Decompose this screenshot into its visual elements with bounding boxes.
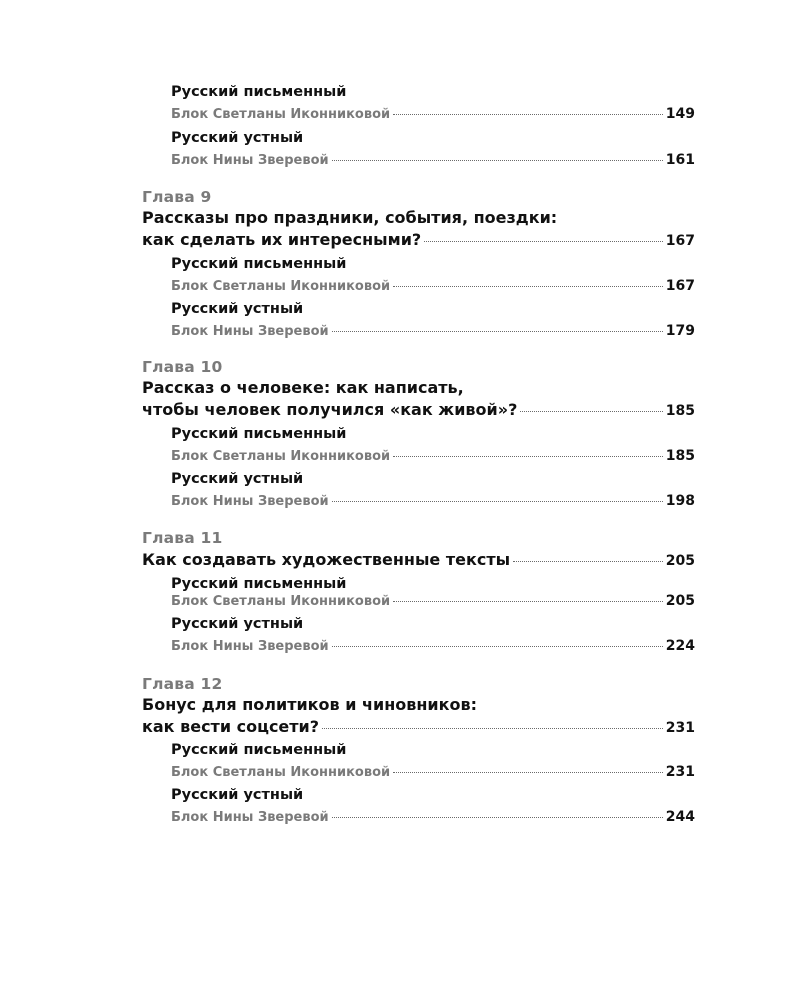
chapter-title: Как создавать художественные тексты bbox=[142, 550, 511, 569]
page-number: 185 bbox=[665, 403, 695, 419]
chapter-entry[interactable] bbox=[142, 400, 695, 419]
page-number: 231 bbox=[665, 764, 695, 780]
section-title: Русский устный bbox=[171, 301, 304, 317]
chapter-label: Глава 10 bbox=[142, 358, 223, 376]
chapter-entry[interactable] bbox=[142, 230, 695, 249]
section-title: Русский устный bbox=[171, 130, 304, 146]
toc-entry[interactable] bbox=[171, 764, 695, 780]
section-author: Блок Нины Зверевой bbox=[171, 639, 329, 654]
toc-entry[interactable] bbox=[171, 493, 695, 509]
dot-leader bbox=[513, 561, 663, 562]
page-number: 167 bbox=[665, 233, 695, 249]
section-title: Русский устный bbox=[171, 787, 304, 803]
section-title: Русский письменный bbox=[171, 576, 347, 592]
page-number: 179 bbox=[665, 323, 695, 339]
dot-leader bbox=[332, 331, 663, 332]
toc-entry[interactable] bbox=[171, 152, 695, 168]
dot-leader bbox=[332, 501, 663, 502]
page-number: 231 bbox=[665, 720, 695, 736]
section-author: Блок Нины Зверевой bbox=[171, 153, 329, 168]
dot-leader bbox=[332, 160, 663, 161]
dot-leader bbox=[393, 772, 663, 773]
chapter-label: Глава 12 bbox=[142, 675, 223, 693]
chapter-title: Бонус для политиков и чиновников: bbox=[142, 695, 478, 714]
chapter-title: как вести соцсети? bbox=[142, 717, 320, 736]
section-author: Блок Светланы Иконниковой bbox=[171, 449, 391, 464]
chapter-label: Глава 11 bbox=[142, 529, 223, 547]
toc-entry[interactable] bbox=[171, 593, 695, 609]
dot-leader bbox=[332, 646, 663, 647]
page-number: 224 bbox=[665, 638, 695, 654]
page-number: 198 bbox=[665, 493, 695, 509]
chapter-entry[interactable] bbox=[142, 717, 695, 736]
section-author: Блок Светланы Иконниковой bbox=[171, 594, 391, 609]
page-number: 185 bbox=[665, 448, 695, 464]
dot-leader bbox=[393, 114, 663, 115]
page-number: 244 bbox=[665, 809, 695, 825]
dot-leader bbox=[322, 728, 663, 729]
dot-leader bbox=[332, 817, 663, 818]
dot-leader bbox=[520, 411, 662, 412]
section-author: Блок Нины Зверевой bbox=[171, 810, 329, 825]
toc-entry[interactable] bbox=[171, 323, 695, 339]
section-title: Русский письменный bbox=[171, 426, 347, 442]
section-title: Русский устный bbox=[171, 616, 304, 632]
toc-entry[interactable] bbox=[171, 278, 695, 294]
toc-entry[interactable] bbox=[171, 809, 695, 825]
toc-entry[interactable] bbox=[171, 638, 695, 654]
page-number: 161 bbox=[665, 152, 695, 168]
section-author: Блок Нины Зверевой bbox=[171, 494, 329, 509]
section-author: Блок Светланы Иконниковой bbox=[171, 765, 391, 780]
page-number: 149 bbox=[665, 106, 695, 122]
section-author: Блок Светланы Иконниковой bbox=[171, 107, 391, 122]
section-author: Блок Нины Зверевой bbox=[171, 324, 329, 339]
toc-entry[interactable] bbox=[171, 106, 695, 122]
dot-leader bbox=[393, 456, 663, 457]
section-title: Русский письменный bbox=[171, 84, 347, 100]
chapter-title: Рассказы про праздники, события, поездки: bbox=[142, 208, 558, 227]
chapter-title: как сделать их интересными? bbox=[142, 230, 422, 249]
page-number: 167 bbox=[665, 278, 695, 294]
section-title: Русский письменный bbox=[171, 742, 347, 758]
section-title: Русский письменный bbox=[171, 256, 347, 272]
page-number: 205 bbox=[665, 553, 695, 569]
chapter-title: Рассказ о человеке: как написать, bbox=[142, 378, 464, 397]
dot-leader bbox=[424, 241, 663, 242]
dot-leader bbox=[393, 286, 663, 287]
chapter-title: чтобы человек получился «как живой»? bbox=[142, 400, 518, 419]
chapter-label: Глава 9 bbox=[142, 188, 212, 206]
page-number: 205 bbox=[665, 593, 695, 609]
dot-leader bbox=[393, 601, 663, 602]
chapter-entry[interactable] bbox=[142, 550, 695, 569]
section-author: Блок Светланы Иконниковой bbox=[171, 279, 391, 294]
section-title: Русский устный bbox=[171, 471, 304, 487]
toc-entry[interactable] bbox=[171, 448, 695, 464]
